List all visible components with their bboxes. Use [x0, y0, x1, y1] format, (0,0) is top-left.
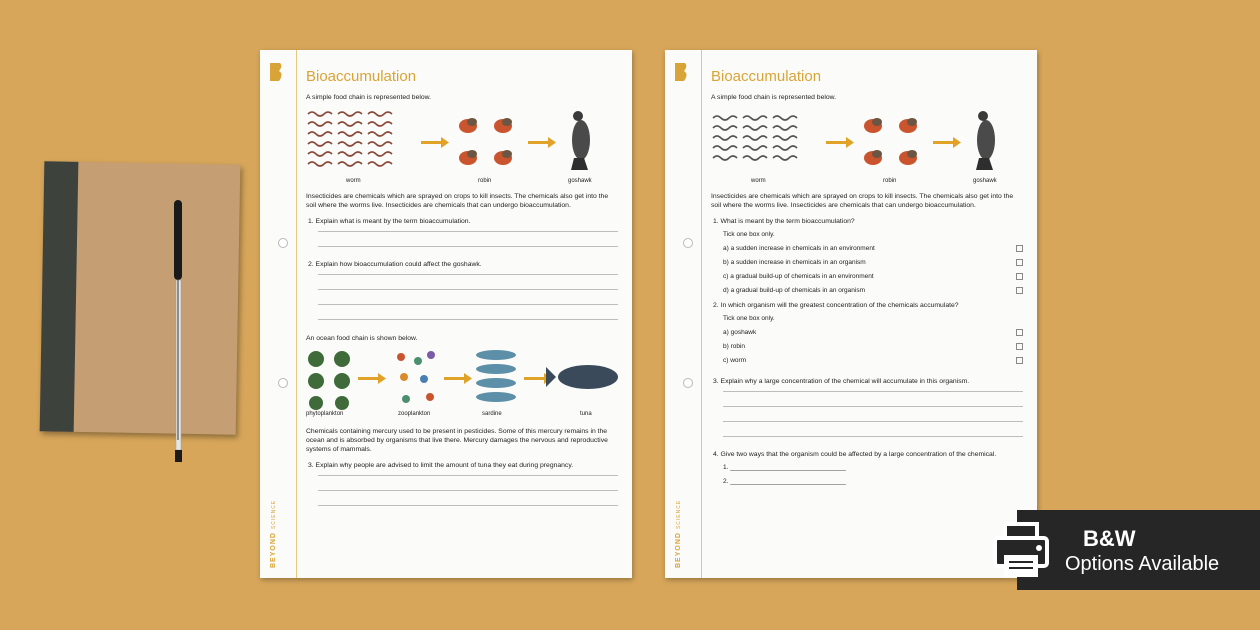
answer-line[interactable] — [318, 231, 618, 232]
tick-instruction: Tick one box only. — [723, 315, 775, 322]
option-row: a) a sudden increase in chemicals in an environment — [723, 245, 1023, 252]
food-chain-ocean — [306, 349, 618, 423]
punch-hole — [278, 378, 288, 388]
paragraph-mercury: Chemicals containing mercury used to be present in pesticides. Some of this mercury remains in the ocean and is absorbed by organisms that live there. Mercury damages the nervous and reproductive systems of mammals. — [306, 428, 608, 453]
answer-line-2[interactable]: 2. ________________________________ — [723, 478, 846, 485]
label-worm: worm — [751, 178, 766, 184]
food-chain-land — [306, 108, 618, 188]
label-sardine: sardine — [482, 411, 502, 417]
question-3: 3. Explain why people are advised to limit the amount of tuna they eat during pregnancy. — [308, 462, 574, 469]
question-2: 2. In which organism will the greatest concentration of the chemicals accumulate? — [713, 302, 959, 309]
answer-line[interactable] — [723, 406, 1023, 407]
printer-icon — [989, 520, 1053, 580]
option-row: c) a gradual build-up of chemicals in an environment — [723, 273, 1023, 280]
worksheet-title: Bioaccumulation — [306, 68, 417, 85]
answer-line[interactable] — [318, 319, 618, 320]
question-4: 4. Give two ways that the organism could be affected by a large concentration of the chemical. — [713, 451, 997, 458]
answer-line[interactable] — [723, 436, 1023, 437]
label-phytoplankton: phytoplankton — [306, 411, 344, 417]
label-tuna: tuna — [580, 411, 592, 417]
label-goshawk: goshawk — [973, 178, 997, 184]
badge-title: B&W — [1083, 526, 1136, 551]
option-row: d) a gradual build-up of chemicals in an organism — [723, 287, 1023, 294]
label-robin: robin — [883, 178, 897, 184]
option-row: b) robin — [723, 343, 1023, 350]
question-1: 1. What is meant by the term bioaccumulation? — [713, 218, 855, 225]
label-zooplankton: zooplankton — [398, 411, 431, 417]
checkbox[interactable] — [1016, 357, 1023, 364]
answer-line[interactable] — [318, 274, 618, 275]
question-2: 2. Explain how bioaccumulation could affect the goshawk. — [308, 261, 482, 268]
intro-text: A simple food chain is represented below. — [711, 94, 837, 101]
answer-line[interactable] — [318, 246, 618, 247]
beyond-logo-icon — [673, 62, 689, 82]
intro-text: A simple food chain is represented below. — [306, 94, 432, 101]
answer-line[interactable] — [318, 490, 618, 491]
brand-vertical: BEYONDSCIENCE — [270, 499, 277, 568]
bw-options-badge — [1017, 510, 1260, 590]
paragraph-insecticides: Insecticides are chemicals which are sprayed on crops to kill insects. The chemicals also get into the soil where the worms live. Insecticides are chemicals that can undergo bioaccumulation. — [306, 193, 609, 209]
worksheet-1 — [260, 50, 632, 578]
brand-vertical: BEYONDSCIENCE — [675, 499, 682, 568]
notebook — [40, 161, 241, 434]
question-3: 3. Explain why a large concentration of the chemical will accumulate in this organism. — [713, 378, 970, 385]
question-1: 1. Explain what is meant by the term bioaccumulation. — [308, 218, 471, 225]
beyond-logo-icon — [268, 62, 284, 82]
worksheet-title: Bioaccumulation — [711, 68, 822, 85]
badge-subtitle: Options Available — [1065, 553, 1220, 575]
label-worm: worm — [346, 178, 361, 184]
checkbox[interactable] — [1016, 287, 1023, 294]
answer-line[interactable] — [318, 475, 618, 476]
checkbox[interactable] — [1016, 273, 1023, 280]
tick-instruction: Tick one box only. — [723, 231, 775, 238]
label-goshawk: goshawk — [568, 178, 592, 184]
checkbox[interactable] — [1016, 245, 1023, 252]
checkbox[interactable] — [1016, 329, 1023, 336]
pen — [168, 200, 188, 470]
ocean-intro: An ocean food chain is shown below. — [306, 335, 418, 342]
checkbox[interactable] — [1016, 343, 1023, 350]
label-robin: robin — [478, 178, 492, 184]
notebook-spine — [40, 161, 79, 432]
answer-line[interactable] — [318, 505, 618, 506]
answer-line[interactable] — [723, 391, 1023, 392]
food-chain-land — [711, 108, 1023, 188]
punch-hole — [683, 238, 693, 248]
answer-line[interactable] — [318, 289, 618, 290]
answer-line[interactable] — [723, 421, 1023, 422]
paragraph-insecticides: Insecticides are chemicals which are sprayed on crops to kill insects. The chemicals also get into the soil where the worms live. Insecticides are chemicals that can undergo bioaccumulation. — [711, 193, 1014, 209]
punch-hole — [683, 378, 693, 388]
option-row: c) worm — [723, 357, 1023, 364]
option-row: b) a sudden increase in chemicals in an organism — [723, 259, 1023, 266]
worksheet-2 — [665, 50, 1037, 578]
answer-line[interactable] — [318, 304, 618, 305]
checkbox[interactable] — [1016, 259, 1023, 266]
option-row: a) goshawk — [723, 329, 1023, 336]
punch-hole — [278, 238, 288, 248]
answer-line-1[interactable]: 1. ________________________________ — [723, 464, 846, 471]
